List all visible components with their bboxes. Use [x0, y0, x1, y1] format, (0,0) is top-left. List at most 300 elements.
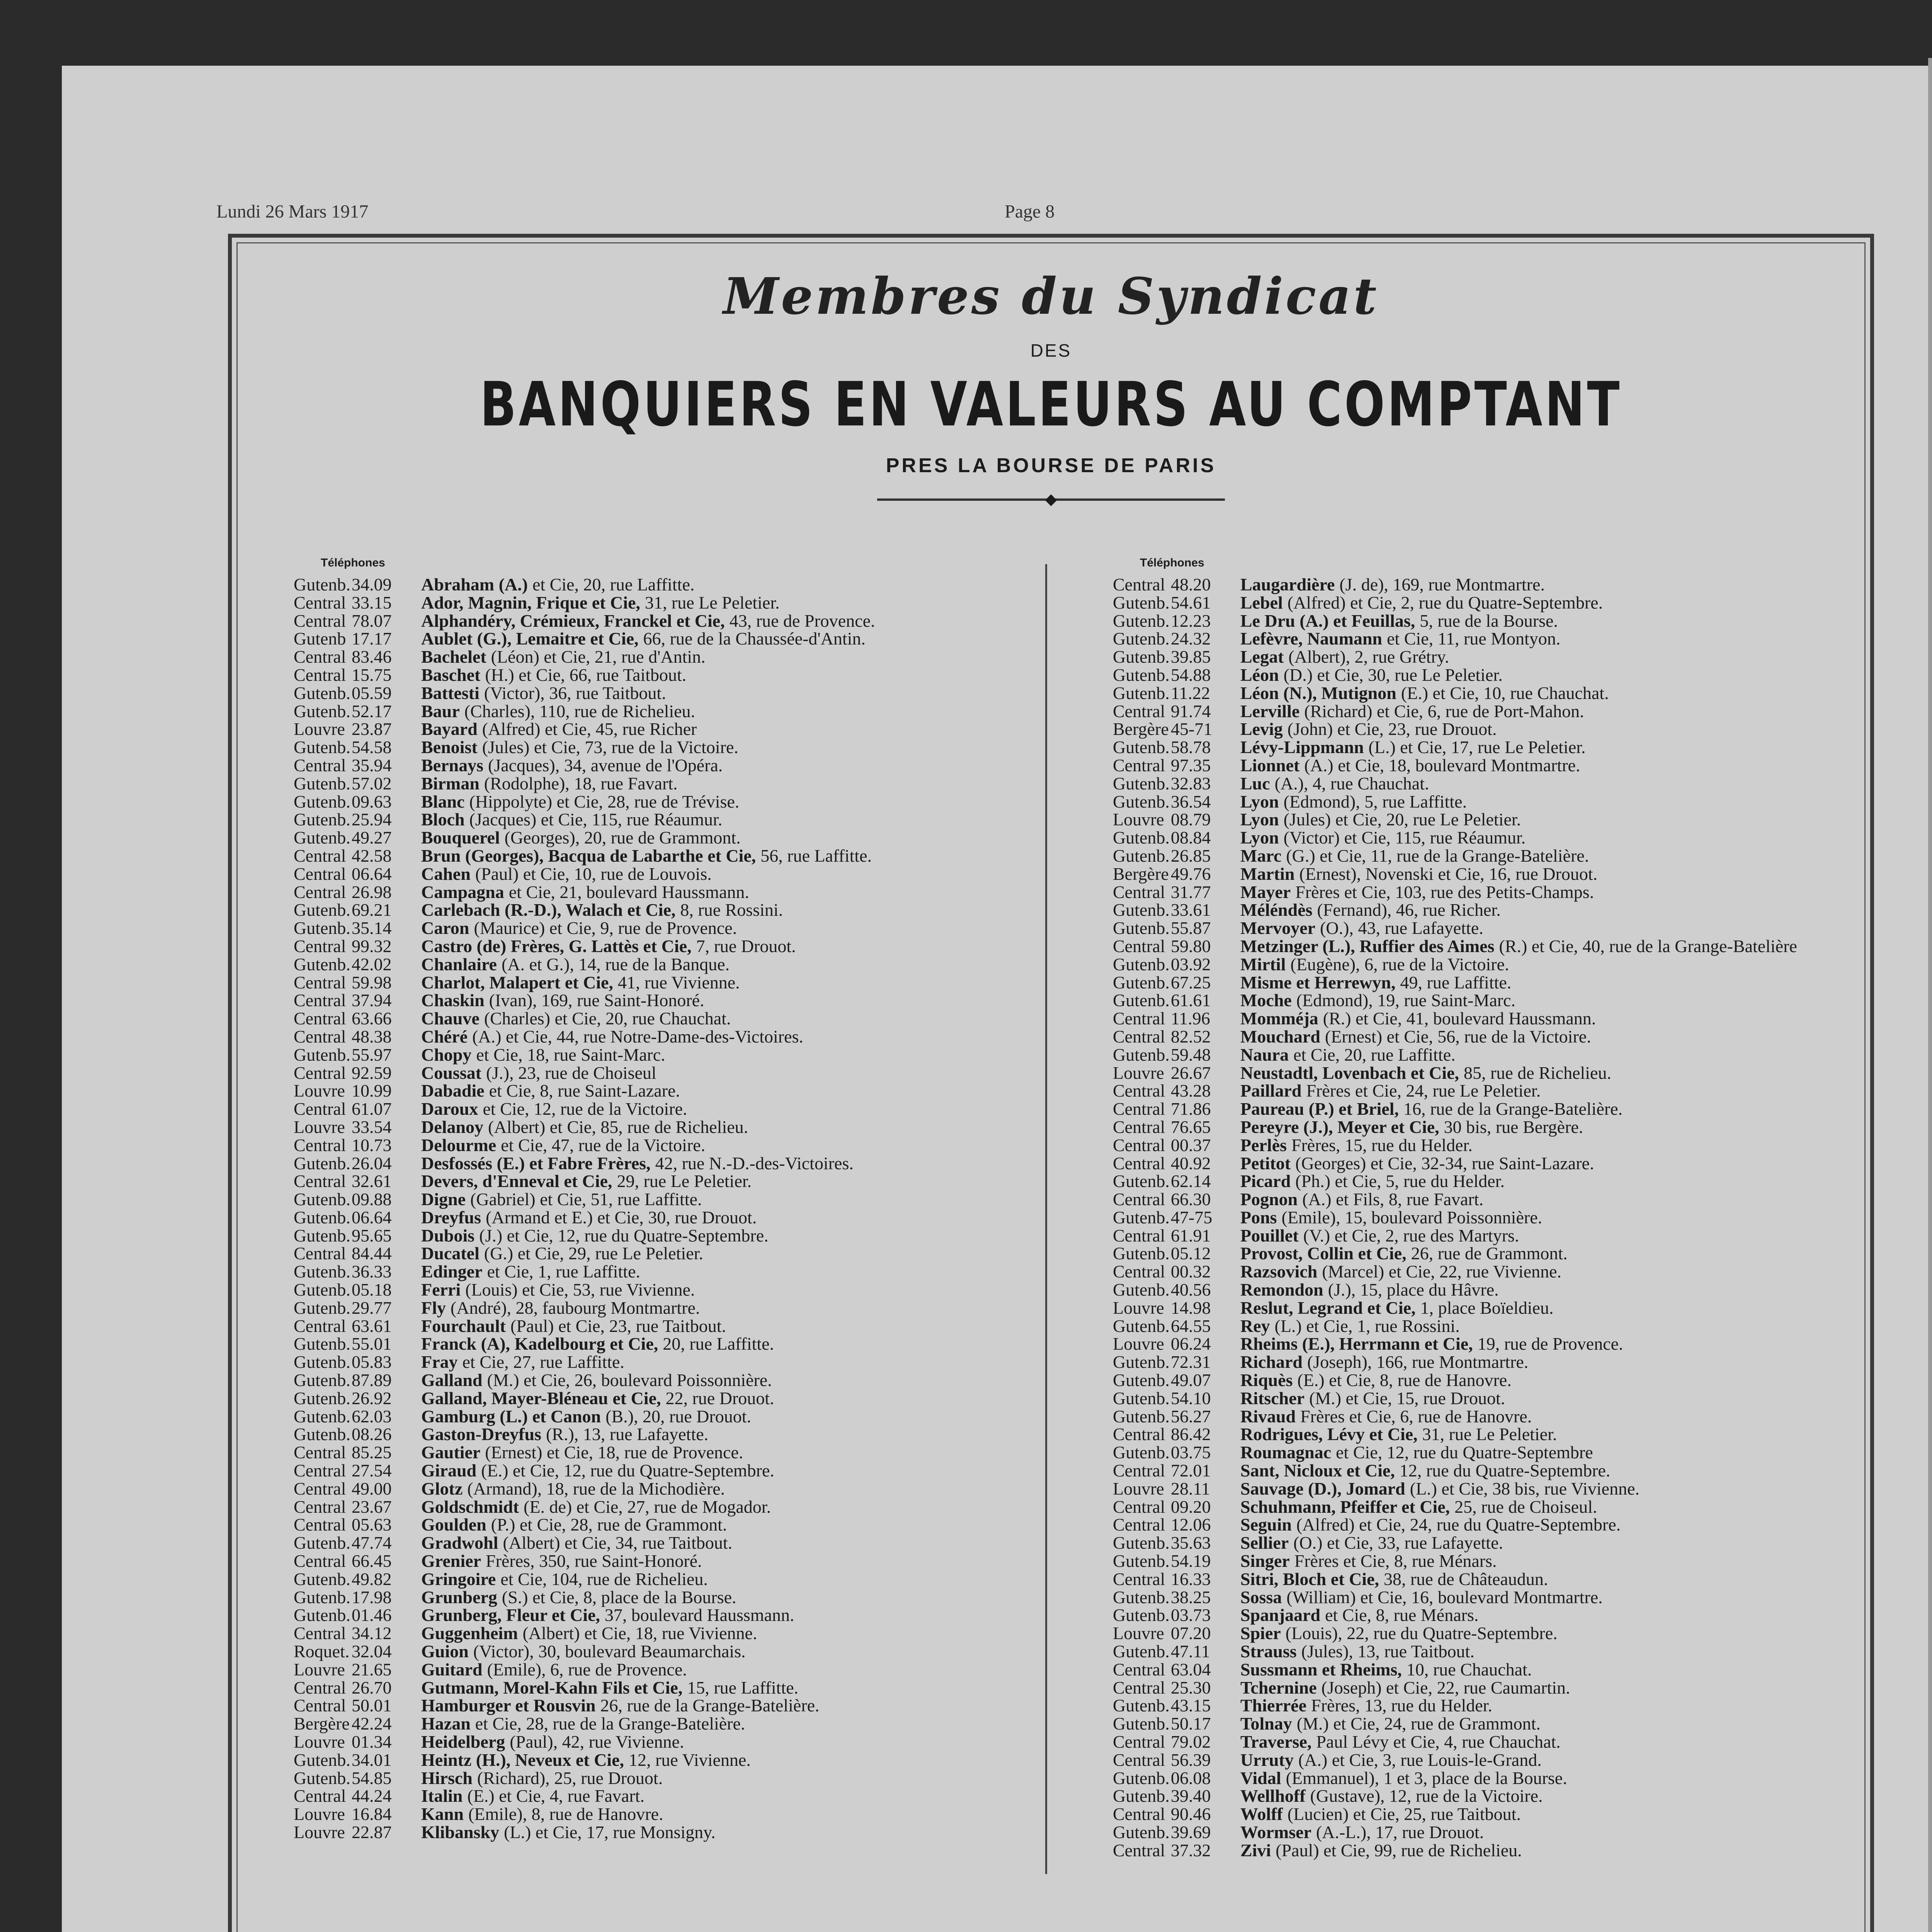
member-row	[294, 666, 1039, 684]
member-address: et Cie, 18, rue Saint-Marc.	[476, 1044, 665, 1065]
member-phone: 38.25	[1171, 1587, 1211, 1607]
member-address: (Richard) et Cie, 6, rue de Port-Mahon.	[1304, 701, 1584, 721]
member-address: (Armand), 18, rue de la Michodière.	[467, 1478, 725, 1498]
member-address: 31, rue Le Peletier.	[1422, 1424, 1557, 1444]
member-row	[294, 1480, 1039, 1498]
member-name: Desfossés (E.) et Fabre Frères,	[421, 1153, 651, 1173]
member-phone: 08.79	[1171, 810, 1211, 830]
member-row	[1113, 612, 1855, 630]
member-row	[1113, 1570, 1855, 1588]
member-phone: 05.83	[352, 1352, 392, 1372]
member-address: (Jules), 13, rue Taitbout.	[1301, 1641, 1475, 1662]
member-row	[294, 956, 1039, 974]
member-name: Pereyre (J.), Meyer et Cie,	[1240, 1117, 1439, 1137]
member-exchange: Bergère	[294, 1714, 350, 1734]
member-address: (Georges), 20, rue de Grammont.	[504, 828, 741, 848]
member-name: Galland, Mayer-Bléneau et Cie,	[421, 1388, 661, 1408]
member-exchange: Louvre	[294, 1804, 345, 1824]
member-row	[1113, 1516, 1855, 1534]
member-address: (Léon) et Cie, 21, rue d'Antin.	[491, 647, 706, 667]
member-address: (V.) et Cie, 2, rue des Martyrs.	[1303, 1225, 1519, 1245]
member-phone: 23.87	[352, 719, 392, 739]
member-row	[294, 684, 1039, 702]
member-exchange: Central	[294, 665, 346, 685]
member-address: 43, rue de Provence.	[729, 611, 875, 631]
member-phone: 47.11	[1171, 1641, 1210, 1662]
member-row	[1113, 702, 1855, 721]
member-exchange: Gutenb.	[1113, 1533, 1170, 1553]
member-exchange: Gutenb.	[1113, 611, 1170, 631]
member-address: et Cie, 104, rue de Richelieu.	[500, 1569, 708, 1589]
member-name: Galland	[421, 1370, 483, 1390]
member-row	[294, 937, 1039, 956]
member-row	[1113, 865, 1855, 883]
member-name: Paillard	[1240, 1081, 1302, 1101]
member-row	[294, 1082, 1039, 1100]
member-exchange: Central	[294, 1243, 346, 1264]
member-exchange: Gutenb.	[294, 1225, 350, 1245]
member-row	[1113, 1733, 1855, 1751]
member-phone: 82.52	[1171, 1026, 1211, 1046]
member-name: Fourchault	[421, 1316, 506, 1336]
member-phone: 11.22	[1171, 683, 1210, 703]
member-exchange: Gutenb.	[294, 1424, 350, 1444]
member-exchange: Gutenb	[294, 629, 346, 649]
member-phone: 55.87	[1171, 918, 1211, 938]
member-exchange: Central	[294, 1063, 346, 1083]
member-row	[294, 865, 1039, 883]
member-row	[1113, 1263, 1855, 1281]
member-name: Lyon	[1240, 828, 1279, 848]
member-phone: 00.32	[1171, 1262, 1211, 1282]
member-exchange: Gutenb.	[294, 575, 350, 594]
member-address: (E.) et Cie, 12, rue du Quatre-Septembre.	[481, 1461, 774, 1481]
member-address: (B.), 20, rue Drouot.	[605, 1406, 751, 1426]
member-row	[1113, 1046, 1855, 1064]
member-row	[1113, 1155, 1855, 1173]
member-exchange: Gutenb.	[1113, 1388, 1170, 1408]
member-exchange: Louvre	[294, 1117, 345, 1137]
member-address: (Joseph) et Cie, 22, rue Caumartin.	[1321, 1677, 1570, 1697]
member-address: (Albert) et Cie, 34, rue Taitbout.	[503, 1533, 733, 1553]
member-exchange: Gutenb.	[294, 900, 350, 920]
member-exchange: Gutenb.	[294, 791, 350, 811]
member-address: 49, rue Laffitte.	[1400, 972, 1512, 992]
member-exchange: Central	[1113, 1515, 1165, 1535]
member-phone: 59.48	[1171, 1044, 1211, 1065]
member-exchange: Gutenb.	[1113, 954, 1170, 974]
member-phone: 05.59	[352, 683, 392, 703]
member-row	[1113, 1371, 1855, 1389]
member-row	[294, 1172, 1039, 1190]
member-name: Alphandéry, Crémieux, Franckel et Cie,	[421, 611, 725, 631]
member-address: (Emile), 8, rue de Hanovre.	[468, 1804, 663, 1824]
member-phone: 78.07	[352, 611, 392, 631]
member-name: Guitard	[421, 1659, 483, 1679]
member-exchange: Gutenb.	[294, 1768, 350, 1788]
member-row	[1113, 1082, 1855, 1100]
member-name: Campagna	[421, 882, 504, 902]
member-address: (Gustave), 12, rue de la Victoire.	[1310, 1786, 1543, 1806]
member-name: Lévy-Lippmann	[1240, 737, 1364, 757]
member-address: (S.) et Cie, 8, place de la Bourse.	[502, 1587, 736, 1607]
member-name: Bouquerel	[421, 828, 500, 848]
member-name: Spier	[1240, 1623, 1281, 1643]
member-exchange: Gutenb.	[1113, 1280, 1170, 1300]
member-exchange: Central	[1113, 1026, 1165, 1046]
member-phone: 56.27	[1171, 1406, 1211, 1426]
member-phone: 09.20	[1171, 1497, 1211, 1517]
member-name: Dreyfus	[421, 1207, 481, 1227]
member-address: 12, rue Vivienne.	[629, 1750, 751, 1770]
member-row	[1113, 1136, 1855, 1155]
member-row	[1113, 684, 1855, 702]
member-exchange: Central	[294, 1696, 346, 1716]
member-row	[1113, 1028, 1855, 1046]
member-exchange: Gutenb.	[294, 1533, 350, 1553]
member-exchange: Central	[1113, 882, 1165, 902]
member-phone: 99.32	[352, 936, 392, 956]
member-phone: 50.01	[352, 1696, 392, 1716]
member-name: Méléndès	[1240, 900, 1313, 920]
member-exchange: Gutenb.	[1113, 1641, 1170, 1662]
member-row	[294, 648, 1039, 666]
member-exchange: Gutenb.	[1113, 737, 1170, 757]
member-row	[294, 1100, 1039, 1118]
member-row	[294, 1787, 1039, 1805]
member-name: Roumagnac	[1240, 1442, 1332, 1463]
member-phone: 59.98	[352, 972, 392, 992]
member-address: (Emile), 15, boulevard Poissonnière.	[1281, 1207, 1543, 1227]
member-name: Grunberg	[421, 1587, 497, 1607]
member-phone: 97.35	[1171, 755, 1211, 775]
member-phone: 45-71	[1171, 719, 1213, 739]
member-phone: 42.24	[352, 1714, 392, 1734]
member-address: (G.) et Cie, 11, rue de la Grange-Batelière.	[1286, 845, 1589, 866]
member-address: (Marcel) et Cie, 22, rue Vivienne.	[1322, 1262, 1562, 1282]
member-phone: 49.07	[1171, 1370, 1211, 1390]
member-address: (O.), 43, rue Lafayette.	[1320, 918, 1483, 938]
member-exchange: Gutenb.	[294, 1352, 350, 1372]
member-address: (Jacques) et Cie, 115, rue Réaumur.	[469, 810, 723, 830]
member-phone: 40.92	[1171, 1153, 1211, 1173]
member-address: et Cie, 11, rue Montyon.	[1387, 629, 1561, 649]
member-address: (Jules) et Cie, 73, rue de la Victoire.	[482, 737, 738, 757]
member-address: (H.) et Cie, 66, rue Taitbout.	[485, 665, 687, 685]
member-address: Frères et Cie, 24, rue Le Peletier.	[1306, 1081, 1541, 1101]
member-phone: 17.17	[352, 629, 392, 649]
member-phone: 05.12	[1171, 1243, 1211, 1264]
member-name: Lyon	[1240, 810, 1279, 830]
member-phone: 08.26	[352, 1424, 392, 1444]
member-address: (Ernest) et Cie, 18, rue de Provence.	[485, 1442, 743, 1463]
member-address: Paul Lévy et Cie, 4, rue Chauchat.	[1316, 1732, 1561, 1752]
member-exchange: Gutenb.	[1113, 773, 1170, 793]
member-address: (John) et Cie, 23, rue Drouot.	[1287, 719, 1497, 739]
member-name: Guion	[421, 1641, 469, 1662]
member-row	[294, 1661, 1039, 1679]
member-name: Remondon	[1240, 1280, 1323, 1300]
member-row	[294, 1444, 1039, 1462]
member-phone: 07.20	[1171, 1623, 1211, 1643]
member-address: 25, rue de Choiseul.	[1454, 1497, 1597, 1517]
member-name: Schuhmann, Pfeiffer et Cie,	[1240, 1497, 1450, 1517]
member-address: 26, rue de la Grange-Batelière.	[600, 1696, 820, 1716]
member-name: Levig	[1240, 719, 1283, 739]
member-row	[294, 1028, 1039, 1046]
member-phone: 09.88	[352, 1189, 392, 1209]
member-exchange: Central	[294, 647, 346, 667]
member-row	[1113, 1408, 1855, 1426]
member-exchange: Gutenb.	[294, 1044, 350, 1065]
member-row	[1113, 901, 1855, 919]
member-row	[294, 919, 1039, 937]
member-phone: 52.17	[352, 701, 392, 721]
member-row	[1113, 1245, 1855, 1263]
member-name: Mirtil	[1240, 954, 1286, 974]
member-address: (Alfred) et Cie, 24, rue du Quatre-Septembre.	[1296, 1515, 1621, 1535]
member-address: (Georges) et Cie, 32-34, rue Saint-Lazare.	[1295, 1153, 1594, 1173]
member-name: Dubois	[421, 1225, 475, 1245]
member-name: Singer	[1240, 1551, 1290, 1571]
member-row	[1113, 1842, 1855, 1860]
member-address: 41, rue Vivienne.	[617, 972, 740, 992]
member-exchange: Central	[294, 1786, 346, 1806]
member-address: (Charles), 110, rue de Richelieu.	[464, 701, 696, 721]
member-phone: 79.02	[1171, 1732, 1211, 1752]
member-name: Chanlaire	[421, 954, 497, 974]
member-row	[294, 1281, 1039, 1299]
member-phone: 26.70	[352, 1677, 392, 1697]
member-phone: 83.46	[352, 647, 392, 667]
member-row	[294, 1805, 1039, 1823]
left-col-header: Téléphones	[321, 556, 385, 569]
member-address: 29, rue Le Peletier.	[617, 1171, 752, 1191]
members-left-column	[294, 576, 1039, 1842]
member-exchange: Gutenb.	[294, 1406, 350, 1426]
member-row	[1113, 1353, 1855, 1371]
member-address: 12, rue du Quatre-Septembre.	[1399, 1461, 1611, 1481]
member-exchange: Gutenb.	[294, 1388, 350, 1408]
member-phone: 54.10	[1171, 1388, 1211, 1408]
member-exchange: Gutenb.	[1113, 665, 1170, 685]
member-exchange: Louvre	[1113, 1334, 1164, 1354]
member-name: Razsovich	[1240, 1262, 1318, 1282]
member-phone: 26.92	[352, 1388, 392, 1408]
member-exchange: Central	[294, 1551, 346, 1571]
member-row	[1113, 847, 1855, 865]
member-row	[1113, 1100, 1855, 1118]
member-exchange: Gutenb.	[1113, 1822, 1170, 1842]
member-phone: 32.04	[352, 1641, 392, 1662]
member-phone: 66.45	[352, 1551, 392, 1571]
member-address: (J. de), 169, rue Montmartre.	[1339, 575, 1545, 594]
member-exchange: Central	[1113, 1840, 1165, 1860]
member-exchange: Gutenb.	[1113, 683, 1170, 703]
member-phone: 57.02	[352, 773, 392, 793]
member-name: Franck (A), Kadelbourg et Cie,	[421, 1334, 658, 1354]
member-row	[1113, 1172, 1855, 1190]
member-name: Sellier	[1240, 1533, 1289, 1553]
member-exchange: Central	[294, 936, 346, 956]
member-name: Fray	[421, 1352, 458, 1372]
member-phone: 34.01	[352, 1750, 392, 1770]
member-row	[1113, 1697, 1855, 1715]
member-address: (J.), 15, place du Hâvre.	[1328, 1280, 1499, 1300]
member-exchange: Louvre	[294, 1822, 345, 1842]
member-row	[1113, 1480, 1855, 1498]
member-exchange: Louvre	[294, 1732, 345, 1752]
member-name: Battesti	[421, 683, 480, 703]
member-phone: 22.87	[352, 1822, 392, 1842]
member-address: 22, rue Drouot.	[665, 1388, 774, 1408]
member-exchange: Central	[1113, 1424, 1165, 1444]
member-phone: 91.74	[1171, 701, 1211, 721]
member-name: Pognon	[1240, 1189, 1298, 1209]
member-address: (Ernest), Novenski et Cie, 16, rue Drouot.	[1299, 864, 1598, 884]
member-phone: 39.85	[1171, 647, 1211, 667]
member-phone: 26.67	[1171, 1063, 1211, 1083]
member-exchange: Central	[1113, 1262, 1165, 1282]
member-address: (Paul) et Cie, 23, rue Taitbout.	[510, 1316, 726, 1336]
member-name: Vidal	[1240, 1768, 1281, 1788]
member-exchange: Gutenb.	[1113, 1714, 1170, 1734]
member-address: (L.) et Cie, 1, rue Rossini.	[1274, 1316, 1460, 1336]
member-row	[294, 1624, 1039, 1643]
member-phone: 35.14	[352, 918, 392, 938]
member-exchange: Gutenb.	[294, 1605, 350, 1625]
member-exchange: Central	[294, 1461, 346, 1481]
member-phone: 01.46	[352, 1605, 392, 1625]
member-row	[1113, 576, 1855, 594]
member-exchange: Gutenb.	[294, 1569, 350, 1589]
member-name: Laugardière	[1240, 575, 1335, 594]
member-row	[1113, 720, 1855, 738]
member-name: Metzinger (L.), Ruffier des Aimes	[1240, 936, 1495, 956]
member-name: Lefèvre, Naumann	[1240, 629, 1383, 649]
member-name: Heintz (H.), Neveux et Cie,	[421, 1750, 624, 1770]
member-phone: 27.54	[352, 1461, 392, 1481]
member-name: Momméja	[1240, 1009, 1318, 1029]
member-phone: 43.28	[1171, 1081, 1211, 1101]
member-row	[1113, 1444, 1855, 1462]
member-phone: 05.18	[352, 1280, 392, 1300]
member-address: (R.) et Cie, 40, rue de la Grange-Batelière	[1499, 936, 1797, 956]
member-address: (Victor), 30, boulevard Beaumarchais.	[473, 1641, 746, 1662]
member-name: Urruty	[1240, 1750, 1294, 1770]
member-address: (Joseph), 166, rue Montmartre.	[1307, 1352, 1529, 1372]
member-name: Lerville	[1240, 701, 1300, 721]
member-row	[294, 1570, 1039, 1588]
member-address: (Ph.) et Cie, 5, rue du Helder.	[1295, 1171, 1505, 1191]
member-address: (Emile), 6, rue de Provence.	[487, 1659, 687, 1679]
member-row	[1113, 1661, 1855, 1679]
member-phone: 37.32	[1171, 1840, 1211, 1860]
member-row	[294, 1408, 1039, 1426]
member-phone: 32.83	[1171, 773, 1211, 793]
member-address: 7, rue Drouot.	[696, 936, 796, 956]
member-exchange: Gutenb.	[294, 1189, 350, 1209]
member-address: 56, rue Laffitte.	[760, 845, 872, 866]
member-row	[294, 1715, 1039, 1733]
member-name: Mayer	[1240, 882, 1291, 902]
member-phone: 16.33	[1171, 1569, 1211, 1589]
member-address: 31, rue Le Peletier.	[645, 592, 780, 612]
member-row	[1113, 1751, 1855, 1769]
member-phone: 63.04	[1171, 1659, 1211, 1679]
member-phone: 63.61	[352, 1316, 392, 1336]
member-phone: 61.91	[1171, 1225, 1211, 1245]
member-row	[294, 1371, 1039, 1389]
member-row	[1113, 1299, 1855, 1317]
member-row	[294, 1263, 1039, 1281]
member-row	[1113, 630, 1855, 648]
member-name: Bachelet	[421, 647, 486, 667]
member-row	[294, 612, 1039, 630]
member-name: Baur	[421, 701, 460, 721]
member-exchange: Gutenb.	[1113, 1587, 1170, 1607]
member-exchange: Central	[294, 1009, 346, 1029]
member-name: Guggenheim	[421, 1623, 518, 1643]
member-name: Tchernine	[1240, 1677, 1317, 1697]
member-exchange: Roquet.	[294, 1641, 350, 1662]
member-name: Ritscher	[1240, 1388, 1305, 1408]
member-phone: 25.94	[352, 810, 392, 830]
member-address: (Charles) et Cie, 20, rue Chauchat.	[484, 1009, 731, 1029]
member-exchange: Central	[1113, 1009, 1165, 1029]
member-phone: 71.86	[1171, 1099, 1211, 1119]
member-row	[294, 594, 1039, 612]
member-row	[294, 883, 1039, 901]
member-exchange: Gutenb.	[1113, 1551, 1170, 1571]
member-phone: 55.97	[352, 1044, 392, 1065]
member-name: Strauss	[1240, 1641, 1297, 1662]
member-phone: 59.80	[1171, 936, 1211, 956]
member-name: Charlot, Malapert et Cie,	[421, 972, 613, 992]
member-name: Gamburg (L.) et Canon	[421, 1406, 601, 1426]
member-name: Picard	[1240, 1171, 1291, 1191]
member-address: Frères, 13, rue du Helder.	[1311, 1696, 1492, 1716]
member-row	[1113, 1064, 1855, 1082]
member-address: et Cie, 20, rue Laffitte.	[532, 575, 695, 594]
member-phone: 48.20	[1171, 575, 1211, 594]
member-address: (E.) et Cie, 8, rue de Hanovre.	[1297, 1370, 1512, 1390]
right-col-header: Téléphones	[1140, 556, 1204, 569]
member-name: Daroux	[421, 1099, 478, 1119]
member-exchange: Gutenb.	[1113, 1786, 1170, 1806]
member-name: Ferri	[421, 1280, 461, 1300]
member-address: Frères et Cie, 103, rue des Petits-Champs.	[1295, 882, 1594, 902]
member-address: et Cie, 47, rue de la Victoire.	[501, 1135, 706, 1155]
member-exchange: Gutenb.	[1113, 918, 1170, 938]
member-name: Bloch	[421, 810, 465, 830]
member-address: (J.) et Cie, 12, rue du Quatre-Septembre.	[479, 1225, 769, 1245]
member-row	[1113, 594, 1855, 612]
member-address: (André), 28, faubourg Montmartre.	[450, 1298, 700, 1318]
member-name: Sussmann et Rheims,	[1240, 1659, 1402, 1679]
member-address: (M.) et Cie, 15, rue Drouot.	[1309, 1388, 1505, 1408]
member-phone: 03.75	[1171, 1442, 1211, 1463]
member-address: (D.) et Cie, 30, rue Le Peletier.	[1283, 665, 1503, 685]
member-phone: 24.32	[1171, 629, 1211, 649]
member-name: Mervoyer	[1240, 918, 1316, 938]
member-exchange: Central	[294, 1099, 346, 1119]
member-row	[294, 1046, 1039, 1064]
member-exchange: Central	[294, 864, 346, 884]
member-exchange: Gutenb.	[1113, 845, 1170, 866]
member-phone: 39.69	[1171, 1822, 1211, 1842]
member-name: Hirsch	[421, 1768, 473, 1788]
